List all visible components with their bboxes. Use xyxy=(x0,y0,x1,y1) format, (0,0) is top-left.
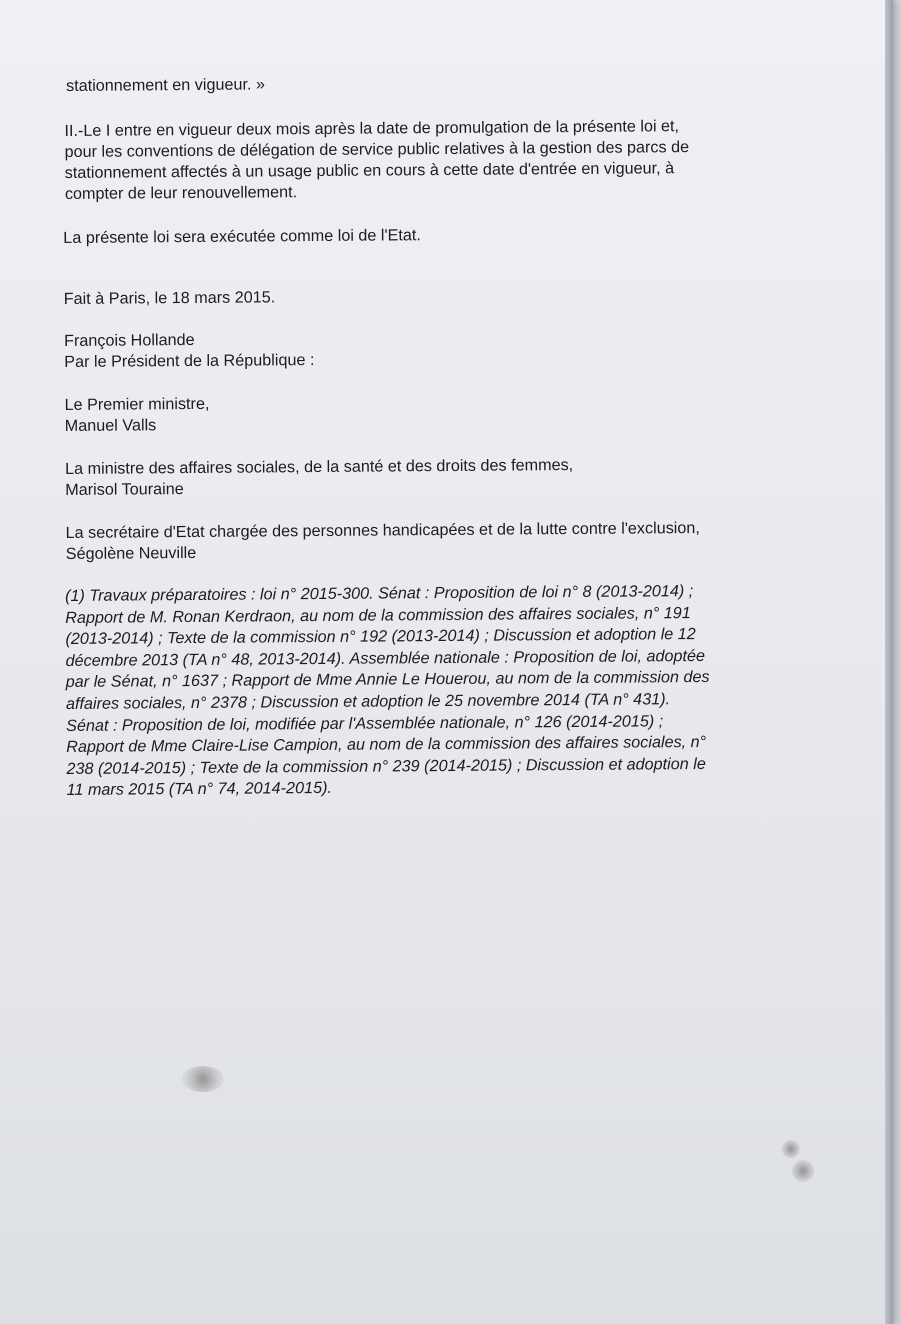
preparatory-works-footnote xyxy=(65,581,711,802)
minister-title: La ministre des affaires sociales, de la santé et des droits des femmes, xyxy=(65,455,574,478)
secretary-title: La secrétaire d'Etat chargée des personnes handicapées et de la lutte contre l'exclusion, xyxy=(65,519,700,542)
footnote-line: Sénat : Proposition de loi, modifiée par l'Assemblée nationale, n° 126 (2014-2015) ; xyxy=(66,711,664,735)
footnote-line: décembre 2013 (TA n° 48, 2013-2014). Assemblée nationale : Proposition de loi, adoptée xyxy=(65,646,706,670)
president-name: François Hollande xyxy=(64,330,195,350)
footnote-line: affaires sociales, n° 2378 ; Discussion et adoption le 25 novembre 2014 (TA n° 431). xyxy=(65,690,671,713)
place-date xyxy=(64,287,276,310)
footnote-line: par le Sénat, n° 1637 ; Rapport de Mme Annie Le Houerou, au nom de la commission des xyxy=(65,668,710,692)
footnote-line: Rapport de M. Ronan Kerdraon, au nom de la commission des affaires sociales, n° 191 xyxy=(65,603,691,627)
footnote-line: (2013-2014) ; Texte de la commission n° 192 (2013-2014) ; Discussion et adoption le 12 xyxy=(65,625,696,649)
closing-line: stationnement en vigueur. » xyxy=(66,75,266,95)
pm-name: Manuel Valls xyxy=(64,416,157,435)
president-title: Par le Président de la République : xyxy=(64,351,315,371)
president-signature-block xyxy=(64,329,314,373)
article-ii-line: stationnement affectés à un usage public en cours à cette date d'entrée en vigueur, à xyxy=(64,159,675,182)
secretary-name: Ségolène Neuville xyxy=(65,543,197,563)
closing-quote-paragraph xyxy=(66,74,265,97)
footnote-line: (1) Travaux préparatoires : loi n° 2015-300. Sénat : Proposition de loi n° 8 (2013-2014) ; xyxy=(65,582,694,605)
execution-clause-text: La présente loi sera exécutée comme loi de l'Etat. xyxy=(63,226,421,247)
place-date-text: Fait à Paris, le 18 mars 2015. xyxy=(63,288,276,308)
page-edge-shadow xyxy=(885,0,893,1324)
minister-name: Marisol Touraine xyxy=(65,480,184,499)
footnote-line: 238 (2014-2015) ; Texte de la commission n° 239 (2014-2015) ; Discussion et adoption le xyxy=(66,754,706,778)
minister-block xyxy=(65,455,573,501)
article-ii-line: II.-Le I entre en vigueur deux mois après la date de promulgation de la présente loi et, xyxy=(64,117,680,140)
article-ii-line: compter de leur renouvellement. xyxy=(64,183,298,203)
document-body xyxy=(62,70,832,800)
article-ii-paragraph xyxy=(64,116,689,205)
pm-title: Le Premier ministre, xyxy=(64,394,210,414)
secretary-block xyxy=(66,518,701,565)
article-ii-line: pour les conventions de délégation de service public relatives à la gestion des parcs de xyxy=(64,138,690,161)
ink-smudge xyxy=(182,1066,224,1092)
footnote-line: Rapport de Mme Claire-Lise Campion, au nom de la commission des affaires sociales, n° xyxy=(66,733,707,757)
ink-smudge xyxy=(792,1160,814,1182)
footnote-line: 11 mars 2015 (TA n° 74, 2014-2015). xyxy=(66,779,333,800)
prime-minister-block xyxy=(65,394,210,437)
execution-clause xyxy=(63,225,421,249)
ink-smudge xyxy=(782,1140,800,1158)
